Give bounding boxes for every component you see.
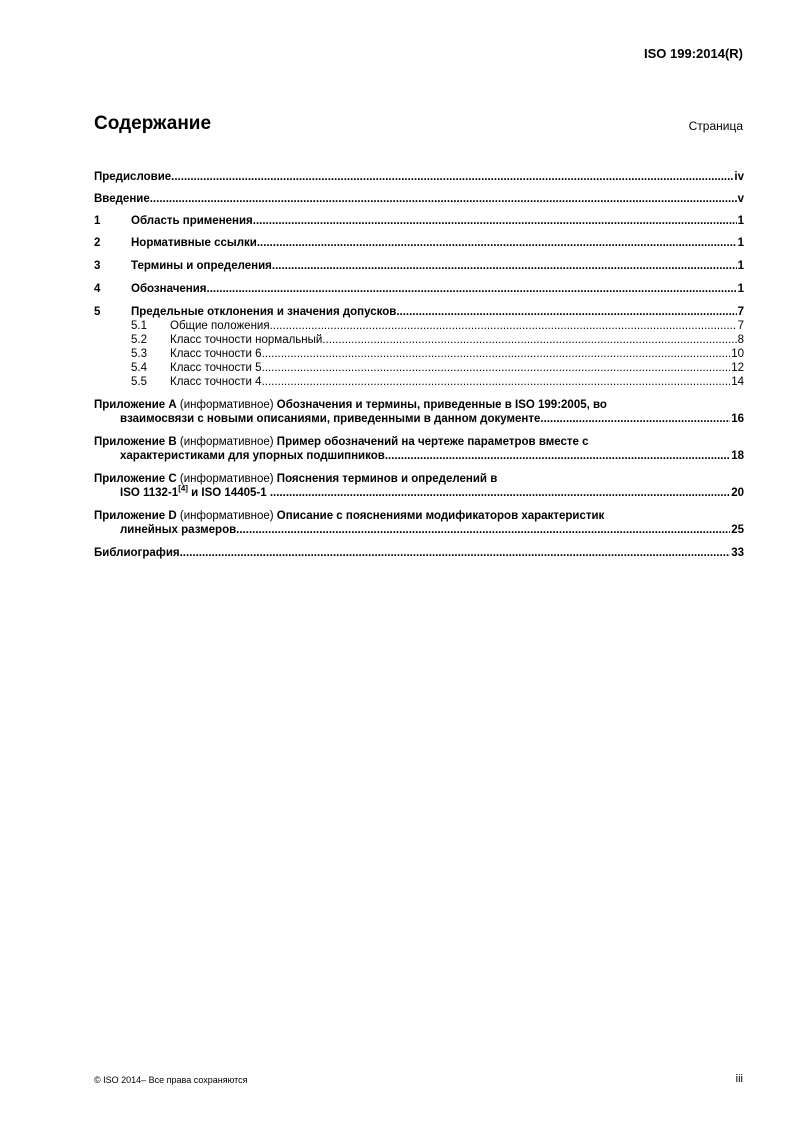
toc-entry-annex-a[interactable] xyxy=(94,398,744,426)
toc-entry-page: v xyxy=(737,193,744,205)
toc-entry-subclause-5-3[interactable] xyxy=(94,347,744,361)
dot-leader xyxy=(272,259,737,273)
dot-leader xyxy=(262,347,731,361)
toc-entry-page: 18 xyxy=(731,450,744,462)
dot-leader xyxy=(270,486,730,500)
subclause-number: 5.2 xyxy=(131,334,147,346)
toc-entry-page: 7 xyxy=(737,320,744,332)
toc-entry-page: iv xyxy=(734,171,744,183)
annex-label: Приложение A xyxy=(94,399,177,411)
toc-entry-page: 20 xyxy=(731,487,744,499)
toc-entry-page: 14 xyxy=(731,376,744,388)
clause-number: 5 xyxy=(94,306,101,318)
toc-entry-annex-b[interactable] xyxy=(94,435,744,463)
toc-title: Содержание xyxy=(94,113,212,134)
toc-entry-foreword[interactable] xyxy=(94,170,744,184)
clause-number: 2 xyxy=(94,237,101,249)
toc-entry-page: 1 xyxy=(737,237,744,249)
toc-entry-title: Область применения xyxy=(131,215,253,227)
dot-leader xyxy=(385,449,730,463)
clause-number: 3 xyxy=(94,260,101,272)
annex-title-cont: линейных размеров xyxy=(120,524,237,536)
toc-entry-subclause-5-4[interactable] xyxy=(94,361,744,375)
annex-title: Пояснения терминов и определений в xyxy=(276,473,498,485)
toc-entry-page: 1 xyxy=(737,260,744,272)
annex-title-cont: взаимосвязи с новыми описаниями, приведенными в данном документе xyxy=(120,413,541,425)
clause-number: 1 xyxy=(94,215,101,227)
annex-label: Приложение B xyxy=(94,436,177,448)
table-of-contents xyxy=(94,170,744,560)
reference-superscript: [4] xyxy=(178,484,188,494)
toc-entry-title: Библиография xyxy=(94,547,180,559)
annex-title: Пример обозначений на чертеже параметров вместе с xyxy=(276,436,589,448)
toc-entry-annex-d[interactable] xyxy=(94,509,744,537)
toc-entry-title: Нормативные ссылки xyxy=(131,237,257,249)
toc-entry-subclause-5-2[interactable] xyxy=(94,333,744,347)
dot-leader xyxy=(207,282,737,296)
dot-leader xyxy=(396,305,736,319)
toc-entry-clause-4[interactable] xyxy=(94,282,744,296)
toc-entry-page: 1 xyxy=(737,283,744,295)
toc-entry-page: 8 xyxy=(737,334,744,346)
dot-leader xyxy=(236,523,730,537)
dot-leader xyxy=(180,546,731,560)
subclause-number: 5.5 xyxy=(131,376,147,388)
toc-entry-page: 12 xyxy=(731,362,744,374)
toc-entry-subclause-5-5[interactable] xyxy=(94,375,744,389)
toc-entry-clause-1[interactable] xyxy=(94,214,744,228)
toc-entry-intro[interactable] xyxy=(94,192,744,206)
subclause-number: 5.1 xyxy=(131,320,147,332)
toc-entry-title: Класс точности 5 xyxy=(170,362,262,374)
dot-leader xyxy=(322,333,736,347)
annex-label: Приложение C xyxy=(94,473,177,485)
dot-leader xyxy=(171,170,733,184)
toc-entry-subclause-5-1[interactable] xyxy=(94,319,744,333)
toc-entry-page: 16 xyxy=(731,413,744,425)
document-id: ISO 199:2014(R) xyxy=(644,46,743,61)
toc-entry-title: Термины и определения xyxy=(131,260,272,272)
page-number: iii xyxy=(735,1073,743,1085)
toc-entry-bibliography[interactable] xyxy=(94,546,744,560)
annex-title: Обозначения и термины, приведенные в ISO 199:2005, во xyxy=(276,399,607,411)
dot-leader xyxy=(262,361,731,375)
toc-entry-page: 33 xyxy=(731,547,744,559)
subclause-number: 5.4 xyxy=(131,362,147,374)
dot-leader xyxy=(262,375,731,389)
annex-title-cont: характеристиками для упорных подшипников xyxy=(120,450,385,462)
annex-label: Приложение D xyxy=(94,510,177,522)
page-column-label: Страница xyxy=(688,119,743,133)
toc-entry-title: Предисловие xyxy=(94,171,172,183)
copyright-notice: © ISO 2014– Все права сохраняются xyxy=(94,1075,248,1085)
dot-leader xyxy=(257,236,737,250)
subclause-number: 5.3 xyxy=(131,348,147,360)
toc-entry-clause-5[interactable] xyxy=(94,305,744,319)
annex-title-cont xyxy=(120,486,270,500)
toc-entry-title: Обозначения xyxy=(131,283,207,295)
toc-entry-title: Общие положения xyxy=(170,320,270,332)
iso-1132-ref: ISO 1132-1 xyxy=(120,487,179,499)
dot-leader xyxy=(150,192,737,206)
toc-entry-title: Класс точности 4 xyxy=(170,376,262,388)
annex-type: (информативное) xyxy=(179,510,274,522)
toc-entry-annex-c[interactable] xyxy=(94,472,744,500)
annex-type: (информативное) xyxy=(179,399,274,411)
clause-number: 4 xyxy=(94,283,101,295)
toc-entry-title: Введение xyxy=(94,193,150,205)
iso-14405-ref: и ISO 14405-1 xyxy=(187,487,267,499)
toc-entry-title: Класс точности нормальный xyxy=(170,334,323,346)
toc-entry-clause-2[interactable] xyxy=(94,236,744,250)
dot-leader xyxy=(540,412,730,426)
toc-entry-clause-3[interactable] xyxy=(94,259,744,273)
dot-leader xyxy=(253,214,737,228)
toc-entry-title: Класс точности 6 xyxy=(170,348,262,360)
toc-entry-page: 1 xyxy=(737,215,744,227)
annex-title: Описание с пояснениями модификаторов характеристик xyxy=(276,510,605,522)
annex-type: (информативное) xyxy=(179,473,274,485)
toc-entry-title: Предельные отклонения и значения допусков xyxy=(131,306,397,318)
toc-entry-page: 25 xyxy=(731,524,744,536)
dot-leader xyxy=(270,319,737,333)
annex-type: (информативное) xyxy=(179,436,274,448)
toc-entry-page: 7 xyxy=(737,306,744,318)
toc-entry-page: 10 xyxy=(731,348,744,360)
